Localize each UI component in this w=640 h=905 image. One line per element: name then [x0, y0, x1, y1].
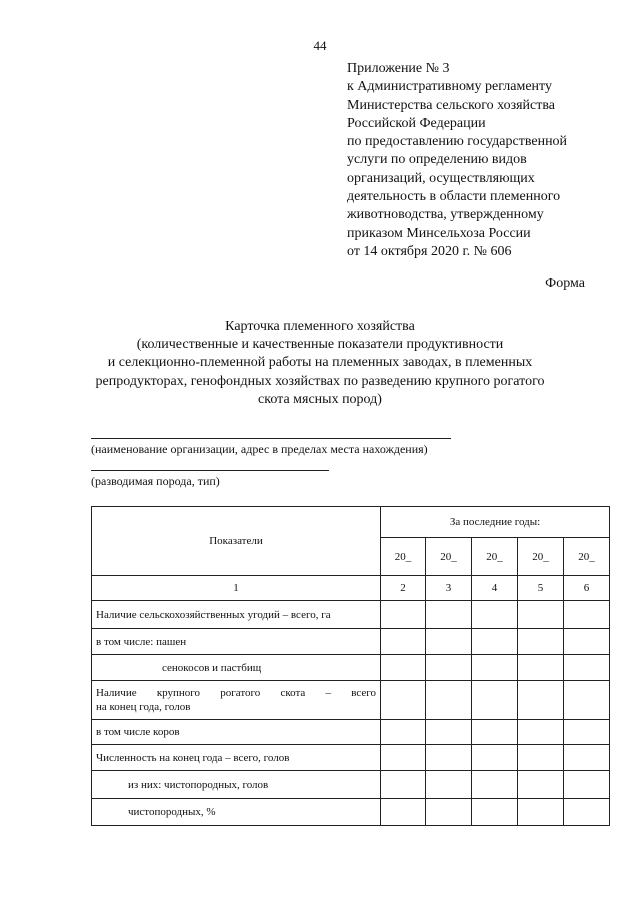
- value-cell[interactable]: [564, 771, 610, 799]
- appendix-line: Приложение № 3: [347, 61, 450, 76]
- year-label: 20_: [381, 538, 426, 576]
- appendix-line: к Административному регламенту: [347, 79, 552, 95]
- indicators-table: [91, 506, 610, 826]
- value-cell[interactable]: [426, 681, 472, 720]
- title-line: и селекционно-племенной работы на племенных заводах, в племенных: [107, 355, 533, 371]
- value-cell[interactable]: [564, 720, 610, 745]
- appendix-line: животноводства, утвержденному: [347, 207, 544, 223]
- value-cell[interactable]: [472, 745, 518, 771]
- value-cell[interactable]: [381, 720, 426, 745]
- value-cell[interactable]: [426, 629, 472, 655]
- page-number: 44: [313, 38, 327, 53]
- value-cell[interactable]: [564, 745, 610, 771]
- value-cell[interactable]: [381, 655, 426, 681]
- column-number: 3: [426, 576, 472, 601]
- document-title: [60, 318, 580, 409]
- value-cell[interactable]: [381, 799, 426, 826]
- value-cell[interactable]: [426, 799, 472, 826]
- value-cell[interactable]: [518, 771, 564, 799]
- column-number: 4: [472, 576, 518, 601]
- value-cell[interactable]: [381, 681, 426, 720]
- value-cell[interactable]: [426, 745, 472, 771]
- appendix-line: по предоставлению государственной: [347, 134, 568, 150]
- row-label: сенокосов и пастбищ: [92, 655, 381, 681]
- row-label: Наличие сельскохозяйственных угодий – всего, га: [92, 601, 381, 629]
- column-number: 1: [92, 576, 381, 601]
- value-cell[interactable]: [381, 745, 426, 771]
- table-row: [92, 629, 610, 655]
- value-cell[interactable]: [564, 629, 610, 655]
- value-cell[interactable]: [518, 799, 564, 826]
- value-cell[interactable]: [564, 601, 610, 629]
- row-label: Численность на конец года – всего, голов: [92, 745, 381, 771]
- value-cell[interactable]: [564, 681, 610, 720]
- row-label-word: рогатого: [220, 687, 261, 699]
- value-cell[interactable]: [426, 771, 472, 799]
- value-cell[interactable]: [472, 720, 518, 745]
- value-cell[interactable]: [426, 601, 472, 629]
- value-cell[interactable]: [472, 771, 518, 799]
- breed-field-line[interactable]: [91, 470, 329, 471]
- year-label: 20_: [426, 538, 472, 576]
- table-row: [92, 655, 610, 681]
- title-line: Карточка племенного хозяйства: [225, 319, 415, 334]
- row-label-line2: на конец года, голов: [96, 701, 191, 713]
- appendix-line: Министерства сельского хозяйства: [347, 97, 556, 113]
- table-row: [92, 601, 610, 629]
- value-cell[interactable]: [472, 655, 518, 681]
- header-years: За последние годы:: [381, 507, 610, 538]
- year-label: 20_: [472, 538, 518, 576]
- table-row: [92, 745, 610, 771]
- title-line: (количественные и качественные показатели продуктивности: [136, 337, 504, 353]
- organization-caption: (наименование организации, адрес в пределах места нахождения): [91, 442, 428, 456]
- organization-field-line[interactable]: [91, 438, 451, 439]
- row-label-word: всего: [351, 687, 376, 699]
- row-label-word: Наличие: [96, 687, 137, 699]
- row-label: в том числе: пашен: [92, 629, 381, 655]
- row-label-word: –: [325, 687, 332, 699]
- row-label-word: крупного: [156, 687, 201, 699]
- row-label-word: скота: [280, 687, 306, 699]
- appendix-line: от 14 октября 2020 г. № 606: [347, 243, 512, 259]
- breed-caption: (разводимая порода, тип): [91, 474, 220, 488]
- value-cell[interactable]: [518, 601, 564, 629]
- value-cell[interactable]: [564, 655, 610, 681]
- table-row: [92, 771, 610, 799]
- value-cell[interactable]: [518, 655, 564, 681]
- appendix-line: деятельность в области племенного: [347, 189, 561, 205]
- appendix-line: Российской Федерации: [347, 115, 486, 131]
- row-label: из них: чистопородных, голов: [92, 771, 381, 799]
- value-cell[interactable]: [518, 681, 564, 720]
- value-cell[interactable]: [564, 799, 610, 826]
- row-label: [92, 681, 381, 720]
- value-cell[interactable]: [426, 655, 472, 681]
- value-cell[interactable]: [472, 601, 518, 629]
- value-cell[interactable]: [472, 629, 518, 655]
- title-line: скота мясных пород): [258, 391, 382, 407]
- value-cell[interactable]: [426, 720, 472, 745]
- form-label: Форма: [545, 276, 585, 291]
- column-number: 2: [381, 576, 426, 601]
- appendix-line: приказом Минсельхоза России: [347, 225, 531, 241]
- value-cell[interactable]: [472, 681, 518, 720]
- appendix-line: услуги по определению видов: [347, 152, 527, 168]
- table-row: [92, 681, 610, 720]
- value-cell[interactable]: [518, 745, 564, 771]
- column-number: 5: [518, 576, 564, 601]
- appendix-header: [347, 60, 567, 261]
- year-label: 20_: [518, 538, 564, 576]
- year-label: 20_: [564, 538, 610, 576]
- value-cell[interactable]: [518, 720, 564, 745]
- value-cell[interactable]: [381, 771, 426, 799]
- row-label: в том числе коров: [92, 720, 381, 745]
- title-line: репродукторах, генофондных хозяйствах по разведению крупного рогатого: [95, 373, 545, 389]
- row-label: чистопородных, %: [92, 799, 381, 826]
- table-row: [92, 799, 610, 826]
- table-row: [92, 720, 610, 745]
- appendix-line: организаций, осуществляющих: [347, 170, 535, 186]
- value-cell[interactable]: [518, 629, 564, 655]
- value-cell[interactable]: [381, 601, 426, 629]
- column-number: 6: [564, 576, 610, 601]
- value-cell[interactable]: [472, 799, 518, 826]
- value-cell[interactable]: [381, 629, 426, 655]
- header-indicators: Показатели: [92, 507, 381, 576]
